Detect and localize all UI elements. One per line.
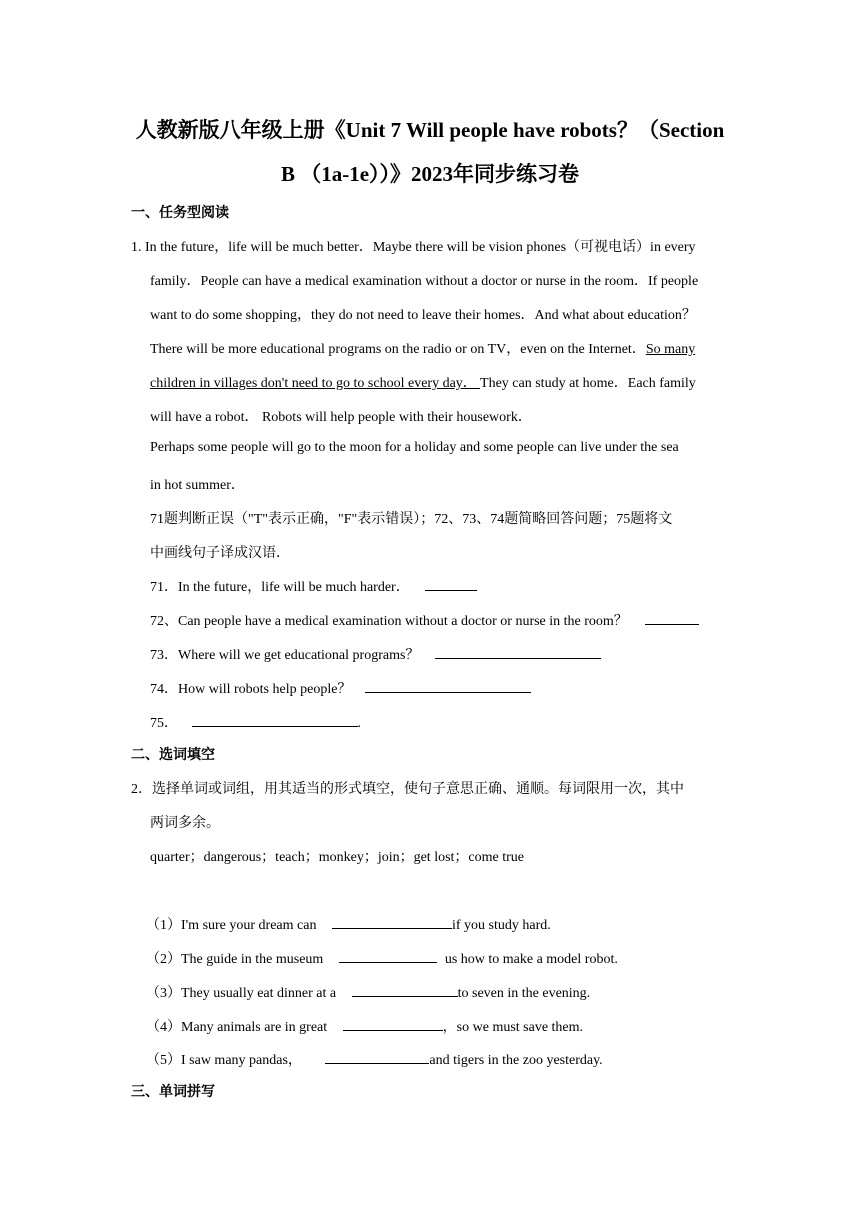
question-75 <box>150 712 361 732</box>
document-title-line-1: 人教新版八年级上册《Unit 7 Will people have robots？（Section <box>135 118 725 142</box>
answer-blank-75[interactable] <box>192 712 358 727</box>
question-74 <box>150 678 531 698</box>
section-2-instruction-line-1 <box>131 778 684 798</box>
fill-item-4 <box>146 1016 583 1036</box>
section-1-heading: 一、任务型阅读 <box>131 206 229 221</box>
question-71 <box>150 576 477 596</box>
fill-blank-5[interactable] <box>325 1049 429 1064</box>
item-text: （3）They usually eat dinner at a <box>146 986 337 1001</box>
fill-item-2 <box>146 948 618 968</box>
question-1-number: 1. <box>131 240 142 255</box>
answer-blank-71[interactable] <box>425 576 477 591</box>
section-2-instruction-line-2: 两词多余。 <box>150 816 220 831</box>
passage-text: There will be more educational programs on the radio or on TV，even on the Internet． <box>150 342 646 357</box>
underlined-sentence-start: So many <box>645 342 696 357</box>
item-text-end: ，so we must save them. <box>442 1020 584 1035</box>
instruction-line-1: 71题判断正误（"T"表示正确，"F"表示错误）；72、73、74题简略回答问题；75题将文 <box>150 512 673 527</box>
passage-line-7: Perhaps some people will go to the moon for a holiday and some people can live under the sea <box>150 440 679 455</box>
question-72 <box>150 610 699 630</box>
fill-blank-1[interactable] <box>332 914 452 929</box>
passage-line-5 <box>150 372 696 392</box>
question-2-number: 2． <box>131 782 152 797</box>
document-title-line-2: B （1a-1e））》2023年同步练习卷 <box>280 162 580 186</box>
instruction-text: 选择单词或词组，用其适当的形式填空，使句子意思正确、通顺。每词限用一次，其中 <box>152 782 684 797</box>
instruction-line-2: 中画线句子译成汉语． <box>150 546 290 561</box>
fill-item-1 <box>146 914 551 934</box>
item-text-end: if you study hard. <box>451 918 551 933</box>
passage-line-6: will have a robot． Robots will help people with their housework． <box>150 410 532 425</box>
item-text: （5）I saw many pandas， <box>146 1053 302 1068</box>
fill-blank-3[interactable] <box>352 982 458 997</box>
question-text: 74．How will robots help people？ <box>150 682 352 697</box>
answer-blank-73[interactable] <box>435 644 601 659</box>
question-text: 73．Where will we get educational programs？ <box>150 648 420 663</box>
passage-line-4 <box>150 338 695 358</box>
item-text: （2）The guide in the museum <box>146 952 324 967</box>
passage-line-3: want to do some shopping，they do not need to leave their homes．And what about education？ <box>150 308 696 323</box>
answer-blank-74[interactable] <box>365 678 531 693</box>
answer-blank-72[interactable] <box>645 610 699 625</box>
item-text: （1）I'm sure your dream can <box>146 918 317 933</box>
item-text-end: and tigers in the zoo yesterday. <box>429 1053 603 1068</box>
fill-blank-2[interactable] <box>339 948 437 963</box>
question-text: 75． <box>150 716 178 731</box>
passage-line-1 <box>131 236 696 256</box>
fill-blank-4[interactable] <box>343 1016 443 1031</box>
fill-item-5 <box>146 1049 603 1069</box>
item-text: （4）Many animals are in great <box>146 1020 328 1035</box>
question-73 <box>150 644 601 664</box>
section-3-heading: 三、单词拼写 <box>131 1085 215 1100</box>
fill-item-3 <box>146 982 590 1002</box>
section-2-heading: 二、选词填空 <box>131 748 215 763</box>
underlined-sentence-end: children in villages don't need to go to school every day． <box>150 376 481 391</box>
passage-text: In the future，life will be much better．Maybe there will be vision phones（可视电话）in every <box>145 240 696 255</box>
question-75-period: . <box>357 716 361 731</box>
passage-text: They can study at home．Each family <box>480 376 696 391</box>
passage-line-8: in hot summer． <box>150 478 245 493</box>
item-text-end: to seven in the evening. <box>457 986 591 1001</box>
question-text: 72、Can people have a medical examination without a doctor or nurse in the room？ <box>150 614 628 629</box>
word-bank: quarter；dangerous；teach；monkey；join；get lost；come true <box>150 850 525 865</box>
passage-line-2: family．People can have a medical examination without a doctor or nurse in the room．If people <box>150 274 699 289</box>
question-text: 71．In the future，life will be much harder． <box>150 580 410 595</box>
item-text-end: us how to make a model robot. <box>444 952 618 967</box>
